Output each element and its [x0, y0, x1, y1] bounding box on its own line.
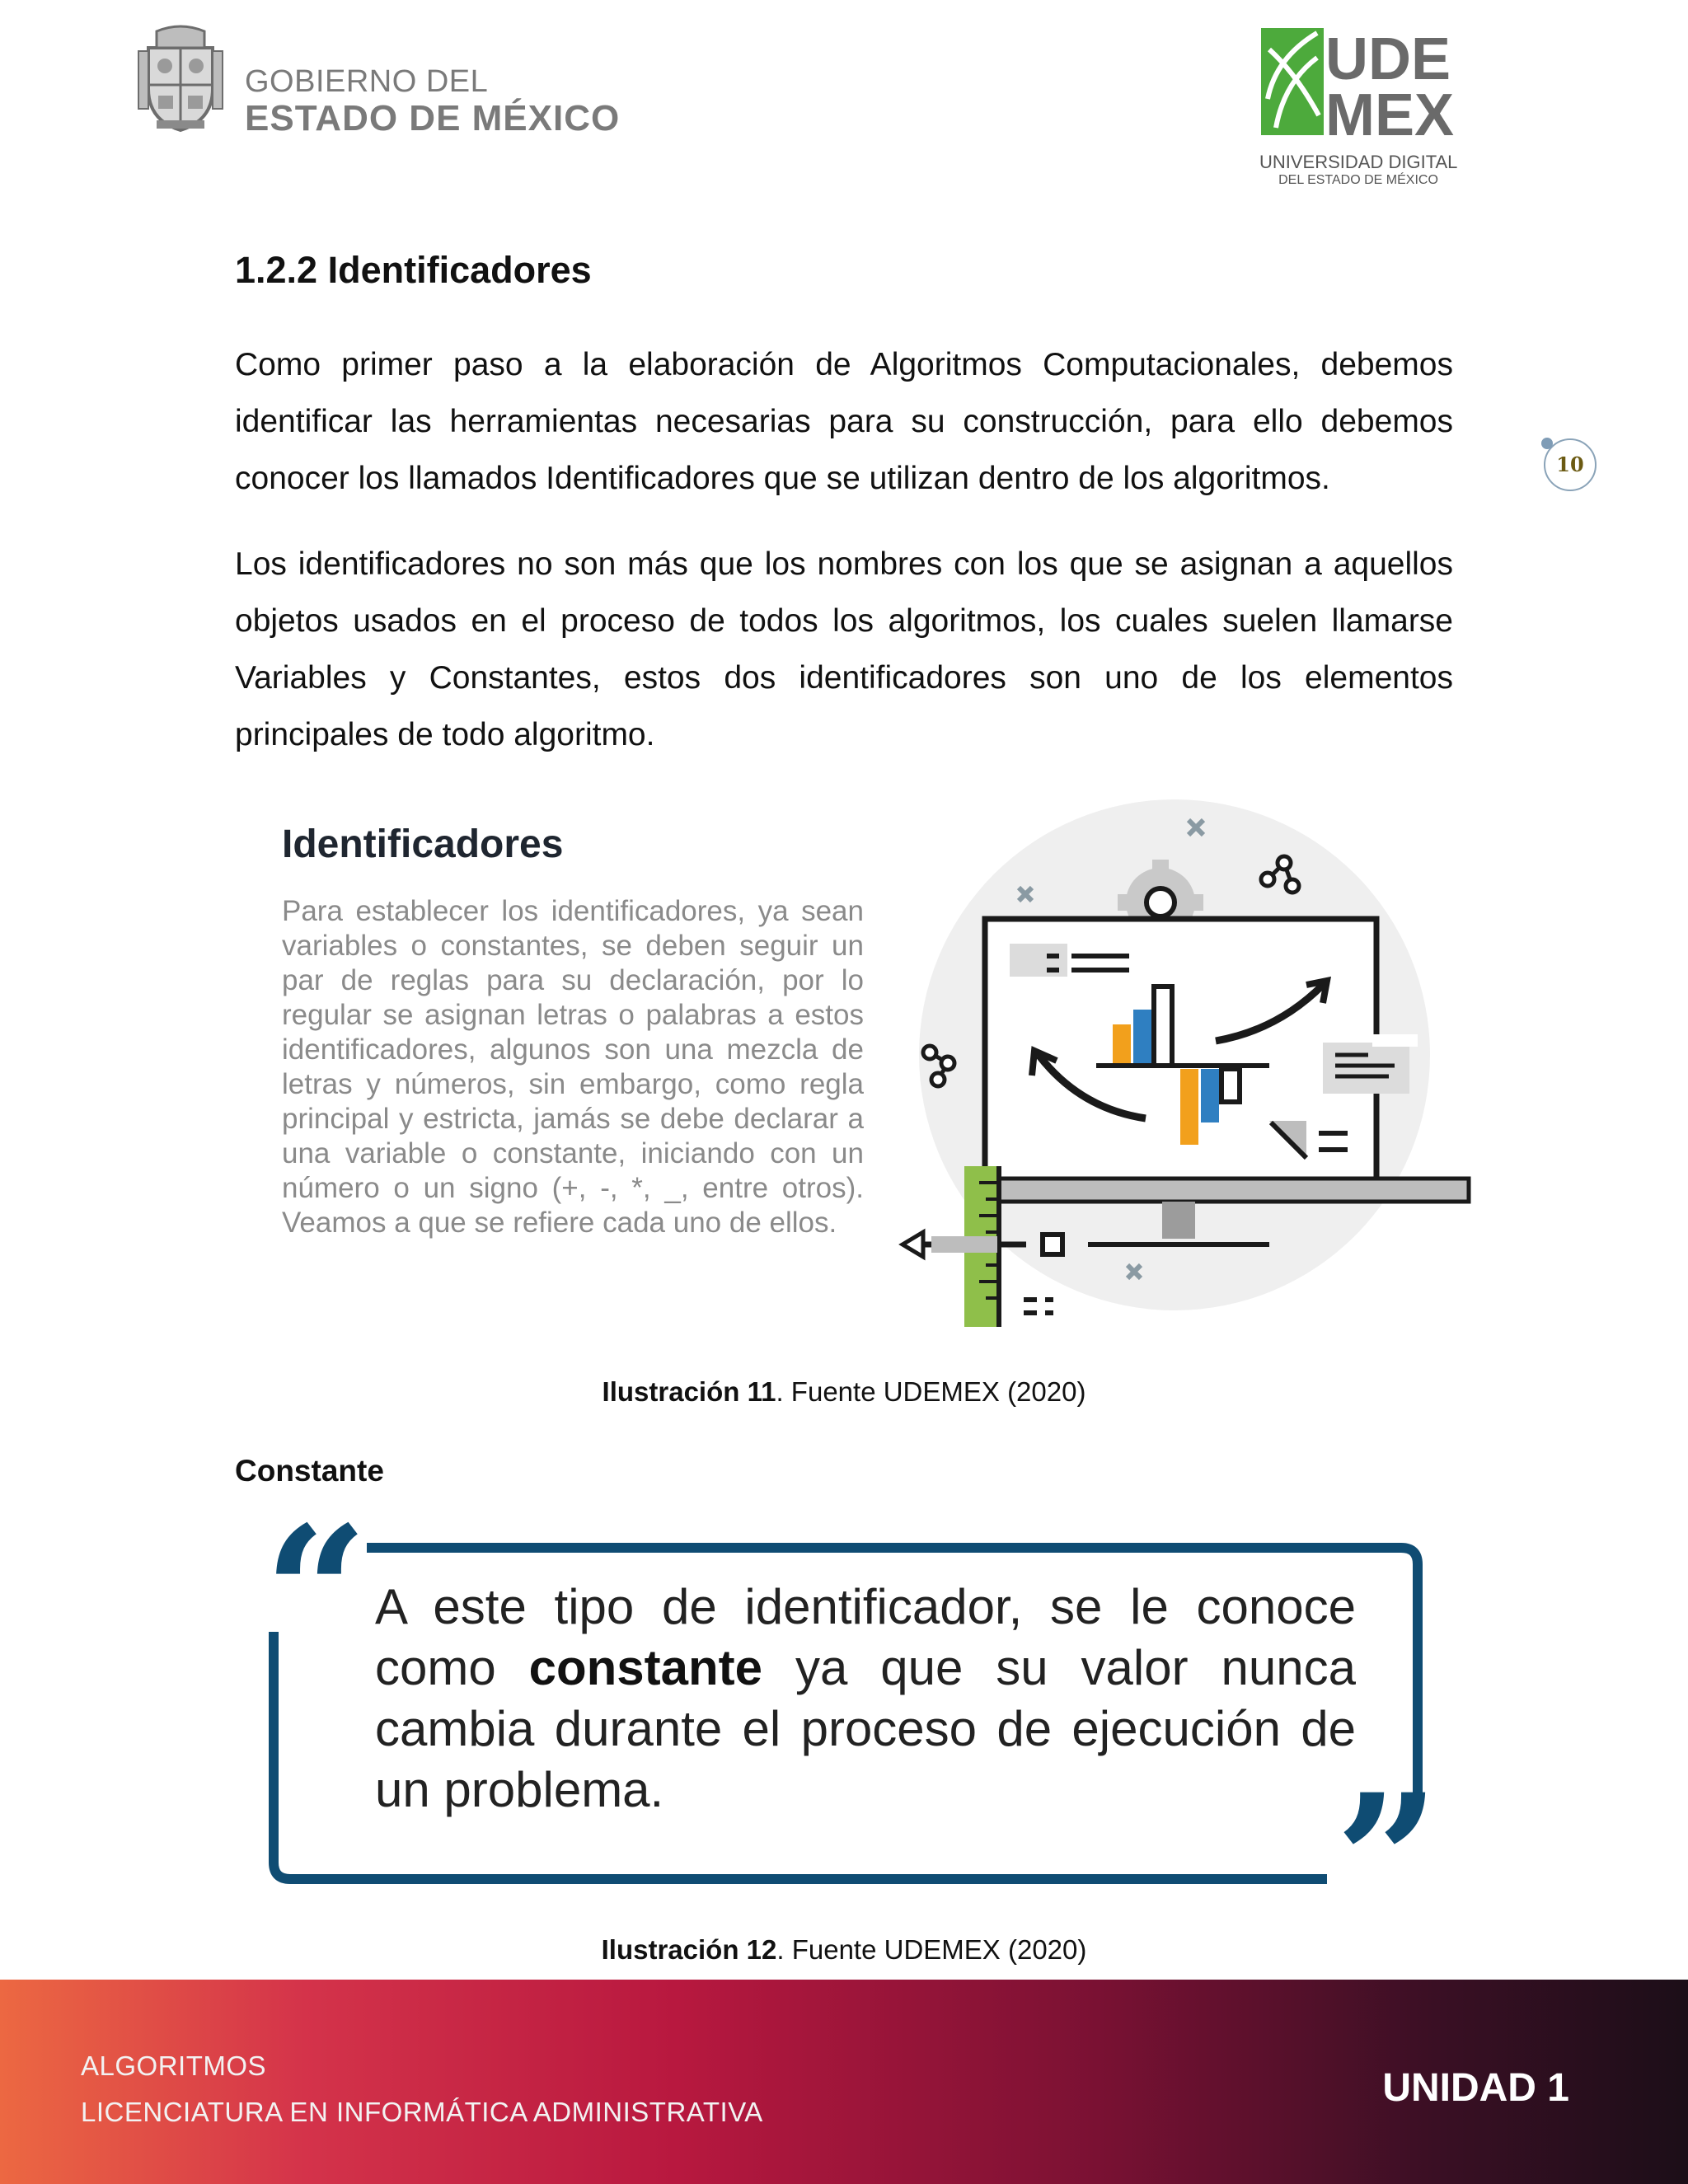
paragraph-2: Los identificadores no son más que los nombres con los que se asignan a aquellos objetos usados en el proceso de todos los algoritmos, los cuales suelen llamarse Variables y Constantes, estos dos identificadores son uno de los elementos principales de todo algoritmo. [235, 546, 1453, 752]
footer-course: ALGORITMOS [81, 2050, 267, 2081]
government-name-line2: ESTADO DE MÉXICO [245, 98, 621, 138]
document-icon [1323, 1034, 1418, 1094]
government-coat-of-arms-icon [132, 23, 229, 134]
page-badge-dot [1541, 438, 1553, 449]
close-quote-icon: ” [1335, 1754, 1440, 1967]
figure-11-caption-source: . Fuente UDEMEX (2020) [776, 1376, 1086, 1407]
udemex-subtitle-line1: UNIVERSIDAD DIGITAL [1259, 152, 1458, 172]
government-name [245, 66, 620, 137]
footer-unit: UNIDAD 1 [1382, 2066, 1569, 2110]
figure-11-caption [0, 1376, 1688, 1408]
footer-program: LICENCIATURA EN INFORMÁTICA ADMINISTRATIVA [81, 2097, 763, 2127]
page-footer [0, 1980, 1688, 2184]
constante-title: Constante [235, 1454, 384, 1488]
quote-text-part2: ya que su valor nunca cambia durante el proceso de ejecución de un problema. [375, 1640, 1356, 1817]
page-number: 10 [1556, 452, 1584, 476]
figure-11-caption-label: Ilustración 11 [602, 1376, 776, 1407]
udemex-mark [1259, 25, 1455, 148]
paragraph-1: Como primer paso a la elaboración de Algoritmos Computacionales, debemos identificar las herramientas necesarias para su construcción, para ello debemos conocer los llamados Identificadores que se utilizan dentro de los algoritmos. [235, 347, 1453, 496]
quote-text [375, 1577, 1356, 1821]
udemex-line2: MEX [1325, 82, 1455, 148]
open-quote-icon: “ [264, 1486, 368, 1699]
figure-12-caption [0, 1934, 1688, 1966]
figure-12-caption-label: Ilustración 12 [601, 1934, 777, 1965]
udemex-subtitle-line2: DEL ESTADO DE MÉXICO [1278, 173, 1438, 187]
section-title: 1.2.2 Identificadores [235, 249, 592, 291]
udemex-line1: UDE [1325, 26, 1451, 92]
figure-11-text: Para establecer los identificadores, ya sean variables o constantes, se deben seguir un par de reglas para su declaración, por lo regular se asignan letras o palabras a estos identificadores, algunos son una mezcla de letras y números, sin embargo, como regla principal y estricta, jamás se debe declarar a una variable o constante, iniciando con un número o un signo (+, -, *, _, entre otros). Veamos a que se refiere cada uno de ellos. [282, 895, 864, 1239]
government-name-line1: GOBIERNO DEL [245, 64, 489, 99]
quote-keyword: constante [528, 1640, 763, 1695]
monitor-base [997, 1179, 1469, 1202]
algorithm-monitor-illustration [890, 795, 1451, 1331]
figure-11-title: Identificadores [282, 823, 564, 866]
quote-text-part1: A este tipo de identificador, se le conoce como [375, 1579, 1356, 1695]
figure-12-caption-source: . Fuente UDEMEX (2020) [776, 1934, 1087, 1965]
monitor-stand [1162, 1202, 1195, 1239]
